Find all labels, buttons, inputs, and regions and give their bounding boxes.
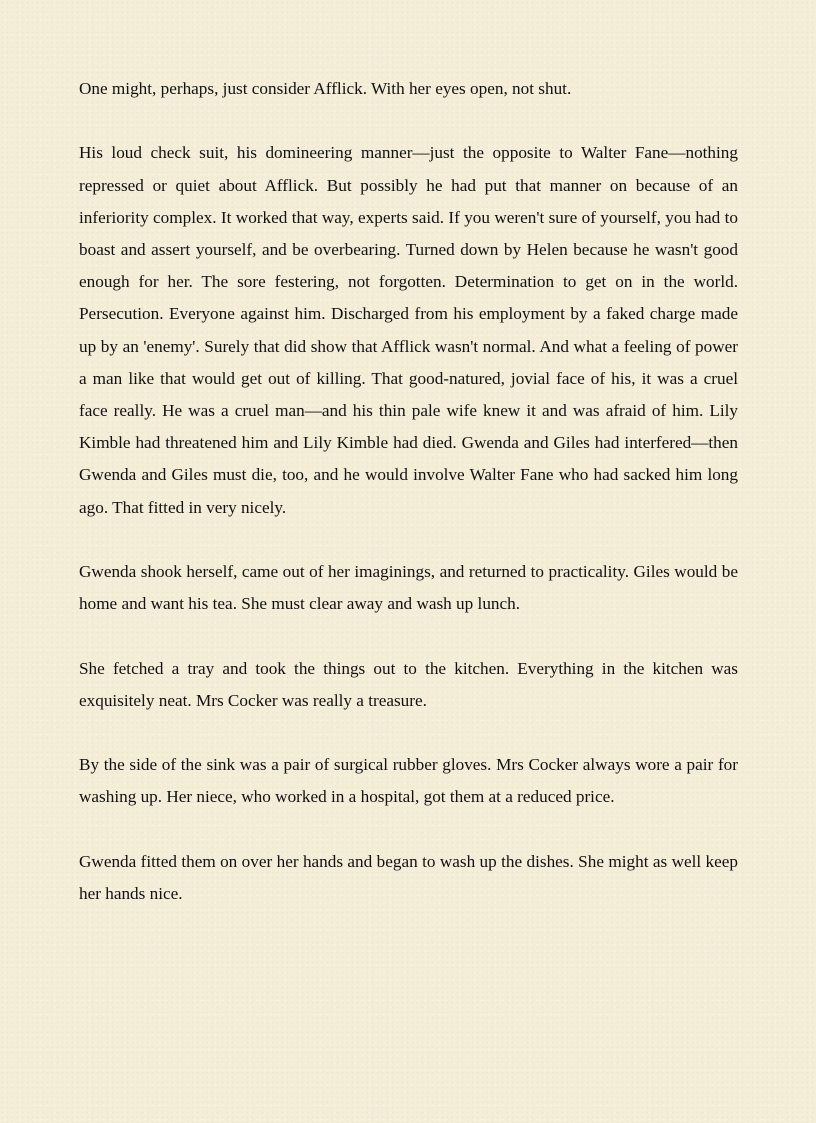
paragraph-1: One might, perhaps, just consider Afflick. With her eyes open, not shut.: [79, 79, 572, 98]
paragraph-3: Gwenda shook herself, came out of her imaginings, and returned to practicality. Giles would be home and want his tea. She must clear away and wash up lunch.: [79, 562, 738, 614]
paragraph-6: Gwenda fitted them on over her hands and began to wash up the dishes. She might as well keep her hands nice.: [79, 851, 738, 903]
paragraph-5: By the side of the sink was a pair of surgical rubber gloves. Mrs Cocker always wore a pair for washing up. Her niece, who worked in a hospital, got them at a reduced price.: [79, 755, 738, 807]
document-body: [79, 73, 738, 910]
paragraph-4: She fetched a tray and took the things out to the kitchen. Everything in the kitchen was exquisitely neat. Mrs Cocker was really a treasure.: [79, 658, 738, 710]
paragraph-2: His loud check suit, his domineering manner—just the opposite to Walter Fane—nothing repressed or quiet about Afflick. But possibly he had put that manner on because of an inferiority complex. It worked that way, experts said. If you weren't sure of yourself, you had to boast and assert yourself, and be overbearing. Turned down by Helen because he wasn't good enough for her. The sore festering, not forgotten. Determination to get on in the world. Persecution. Everyone against him. Discharged from his employment by a faked charge made up by an 'enemy'. Surely that did show that Afflick wasn't normal. And what a feeling of power a man like that would get out of killing. That good-natured, jovial face of his, it was a cruel face really. He was a cruel man—and his thin pale wife knew it and was afraid of him. Lily Kimble had threatened him and Lily Kimble had died. Gwenda and Giles had interfered—then Gwenda and Giles must die, too, and he would involve Walter Fane who had sacked him long ago. That fitted in very nicely.: [79, 143, 738, 517]
